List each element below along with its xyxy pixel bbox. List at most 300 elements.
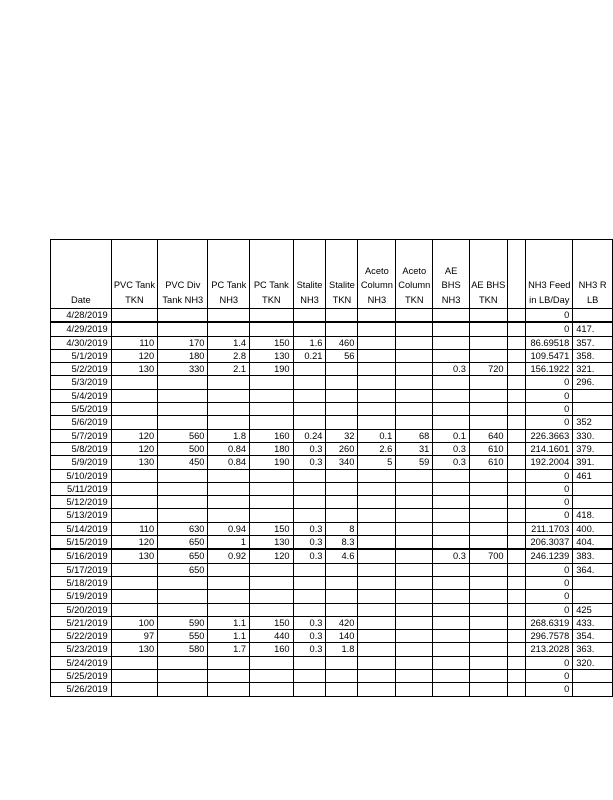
table-cell bbox=[469, 683, 507, 696]
date-cell: 5/1/2019 bbox=[51, 349, 112, 362]
table-cell bbox=[158, 416, 208, 429]
table-cell bbox=[396, 603, 433, 616]
table-cell: 0.1 bbox=[358, 429, 396, 442]
table-cell bbox=[158, 403, 208, 416]
table-cell bbox=[358, 656, 396, 669]
date-cell: 5/8/2019 bbox=[51, 442, 112, 455]
table-cell bbox=[396, 670, 433, 683]
table-cell bbox=[396, 403, 433, 416]
table-cell: 260 bbox=[326, 442, 358, 455]
table-cell bbox=[111, 322, 157, 336]
table-cell bbox=[396, 416, 433, 429]
table-cell bbox=[158, 482, 208, 495]
table-cell bbox=[250, 482, 294, 495]
table-cell bbox=[507, 469, 526, 482]
table-cell bbox=[507, 363, 526, 376]
table-cell bbox=[396, 322, 433, 336]
table-cell: 0.3 bbox=[293, 549, 326, 563]
column-header: Aceto Column NH3 bbox=[358, 240, 396, 309]
table-cell bbox=[208, 603, 250, 616]
table-cell bbox=[293, 590, 326, 603]
table-cell bbox=[250, 376, 294, 389]
table-cell bbox=[469, 349, 507, 362]
table-cell bbox=[111, 603, 157, 616]
table-cell bbox=[208, 416, 250, 429]
table-cell bbox=[250, 603, 294, 616]
table-cell bbox=[158, 389, 208, 402]
table-cell bbox=[507, 309, 526, 323]
table-row bbox=[51, 509, 613, 522]
table-row bbox=[51, 683, 613, 696]
date-cell: 5/11/2019 bbox=[51, 482, 112, 495]
table-cell bbox=[111, 482, 157, 495]
table-cell: 0 bbox=[526, 496, 573, 509]
table-cell bbox=[293, 563, 326, 576]
table-cell bbox=[111, 376, 157, 389]
table-cell bbox=[396, 536, 433, 550]
table-cell bbox=[469, 496, 507, 509]
table-cell bbox=[250, 590, 294, 603]
table-row bbox=[51, 549, 613, 563]
table-cell: 0.3 bbox=[293, 536, 326, 550]
table-cell bbox=[469, 376, 507, 389]
date-cell: 5/26/2019 bbox=[51, 683, 112, 696]
table-cell bbox=[433, 482, 470, 495]
table-cell bbox=[250, 576, 294, 589]
table-cell bbox=[208, 656, 250, 669]
table-cell bbox=[326, 389, 358, 402]
table-cell bbox=[358, 496, 396, 509]
table-cell bbox=[326, 563, 358, 576]
table-cell: 1.6 bbox=[293, 336, 326, 349]
table-cell: 130 bbox=[250, 536, 294, 550]
table-cell bbox=[507, 416, 526, 429]
table-cell bbox=[293, 416, 326, 429]
table-cell bbox=[358, 482, 396, 495]
table-cell: 246.1239 bbox=[526, 549, 573, 563]
table-cell bbox=[111, 590, 157, 603]
table-cell bbox=[507, 683, 526, 696]
table-cell bbox=[111, 469, 157, 482]
table-cell bbox=[158, 656, 208, 669]
table-cell bbox=[326, 482, 358, 495]
column-header: Stalite TKN bbox=[326, 240, 358, 309]
table-cell: 2.6 bbox=[358, 442, 396, 455]
table-cell: 640 bbox=[469, 429, 507, 442]
date-cell: 5/17/2019 bbox=[51, 563, 112, 576]
table-cell bbox=[469, 482, 507, 495]
table-row bbox=[51, 376, 613, 389]
date-cell: 5/9/2019 bbox=[51, 456, 112, 469]
table-cell: 0.3 bbox=[293, 616, 326, 629]
table-cell bbox=[507, 576, 526, 589]
table-cell bbox=[396, 590, 433, 603]
table-cell bbox=[208, 482, 250, 495]
table-cell bbox=[358, 336, 396, 349]
table-cell: 1 bbox=[208, 536, 250, 550]
table-cell bbox=[250, 496, 294, 509]
table-cell bbox=[507, 590, 526, 603]
table-cell bbox=[573, 389, 613, 402]
table-row bbox=[51, 496, 613, 509]
table-cell: 213.2028 bbox=[526, 643, 573, 656]
table-cell: 0 bbox=[526, 670, 573, 683]
table-cell bbox=[469, 656, 507, 669]
table-cell bbox=[469, 576, 507, 589]
table-cell bbox=[250, 563, 294, 576]
column-header bbox=[507, 240, 526, 309]
table-cell bbox=[358, 376, 396, 389]
column-header: Date bbox=[51, 240, 112, 309]
table-cell bbox=[396, 496, 433, 509]
table-cell bbox=[293, 683, 326, 696]
table-cell bbox=[358, 576, 396, 589]
table-cell: 650 bbox=[158, 563, 208, 576]
table-cell: 97 bbox=[111, 630, 157, 643]
table-cell: 440 bbox=[250, 630, 294, 643]
table-cell bbox=[208, 590, 250, 603]
table-cell: 190 bbox=[250, 363, 294, 376]
table-cell bbox=[507, 322, 526, 336]
table-cell: 700 bbox=[469, 549, 507, 563]
date-cell: 5/10/2019 bbox=[51, 469, 112, 482]
table-cell: 418. bbox=[573, 509, 613, 522]
table-cell: 1.1 bbox=[208, 616, 250, 629]
table-cell bbox=[326, 590, 358, 603]
table-cell: 190 bbox=[250, 456, 294, 469]
table-cell bbox=[433, 643, 470, 656]
table-cell bbox=[433, 376, 470, 389]
table-cell: 206.3037 bbox=[526, 536, 573, 550]
table-cell: 214.1601 bbox=[526, 442, 573, 455]
date-cell: 5/21/2019 bbox=[51, 616, 112, 629]
table-cell bbox=[573, 496, 613, 509]
table-cell: 420 bbox=[326, 616, 358, 629]
table-cell bbox=[469, 563, 507, 576]
table-cell bbox=[358, 469, 396, 482]
table-cell bbox=[433, 563, 470, 576]
table-cell: 180 bbox=[250, 442, 294, 455]
table-cell bbox=[208, 469, 250, 482]
table-cell: 1.7 bbox=[208, 643, 250, 656]
table-row bbox=[51, 656, 613, 669]
table-cell: 0 bbox=[526, 403, 573, 416]
table-cell bbox=[507, 630, 526, 643]
table-cell bbox=[326, 363, 358, 376]
table-cell bbox=[507, 603, 526, 616]
table-cell bbox=[358, 590, 396, 603]
table-cell bbox=[111, 389, 157, 402]
table-cell bbox=[111, 496, 157, 509]
table-cell bbox=[326, 576, 358, 589]
table-cell bbox=[358, 322, 396, 336]
table-row bbox=[51, 389, 613, 402]
table-cell bbox=[358, 309, 396, 323]
table-cell bbox=[293, 309, 326, 323]
table-cell bbox=[358, 549, 396, 563]
table-cell: 0.3 bbox=[433, 549, 470, 563]
table-cell bbox=[469, 322, 507, 336]
table-cell: 0 bbox=[526, 389, 573, 402]
table-cell bbox=[208, 389, 250, 402]
table-cell bbox=[573, 683, 613, 696]
table-cell bbox=[433, 590, 470, 603]
table-cell bbox=[433, 603, 470, 616]
table-cell: 130 bbox=[250, 349, 294, 362]
table-cell bbox=[208, 670, 250, 683]
column-header: Stalite NH3 bbox=[293, 240, 326, 309]
table-cell bbox=[111, 563, 157, 576]
table-cell: 160 bbox=[250, 429, 294, 442]
table-cell bbox=[326, 683, 358, 696]
header-row bbox=[51, 240, 613, 309]
table-cell: 130 bbox=[111, 456, 157, 469]
table-cell: 4.6 bbox=[326, 549, 358, 563]
table-cell: 130 bbox=[111, 363, 157, 376]
table-cell: 357. bbox=[573, 336, 613, 349]
table-cell bbox=[469, 336, 507, 349]
date-cell: 5/13/2019 bbox=[51, 509, 112, 522]
table-row bbox=[51, 522, 613, 535]
table-cell: 354. bbox=[573, 630, 613, 643]
table-cell bbox=[326, 656, 358, 669]
table-cell bbox=[158, 576, 208, 589]
table-cell bbox=[433, 309, 470, 323]
table-cell bbox=[507, 429, 526, 442]
table-cell bbox=[573, 482, 613, 495]
table-cell bbox=[358, 536, 396, 550]
table-cell bbox=[507, 349, 526, 362]
table-cell bbox=[469, 616, 507, 629]
table-cell bbox=[250, 416, 294, 429]
table-cell: 0 bbox=[526, 482, 573, 495]
table-cell bbox=[469, 416, 507, 429]
date-cell: 5/12/2019 bbox=[51, 496, 112, 509]
table-cell bbox=[507, 656, 526, 669]
table-cell bbox=[208, 563, 250, 576]
table-cell: 140 bbox=[326, 630, 358, 643]
table-row bbox=[51, 309, 613, 323]
table-cell: 650 bbox=[158, 536, 208, 550]
table-cell bbox=[507, 549, 526, 563]
table-cell bbox=[111, 670, 157, 683]
table-cell bbox=[396, 389, 433, 402]
table-cell bbox=[358, 670, 396, 683]
table-cell bbox=[293, 603, 326, 616]
table-cell bbox=[433, 656, 470, 669]
date-cell: 5/14/2019 bbox=[51, 522, 112, 535]
table-cell bbox=[507, 670, 526, 683]
table-cell: 0 bbox=[526, 590, 573, 603]
table-cell bbox=[433, 522, 470, 535]
column-header: AE BHS TKN bbox=[469, 240, 507, 309]
date-cell: 5/23/2019 bbox=[51, 643, 112, 656]
table-cell: 0.3 bbox=[293, 630, 326, 643]
table-cell bbox=[158, 603, 208, 616]
table-cell: 404. bbox=[573, 536, 613, 550]
table-cell: 391. bbox=[573, 456, 613, 469]
table-cell: 0.3 bbox=[433, 442, 470, 455]
date-cell: 5/24/2019 bbox=[51, 656, 112, 669]
table-cell bbox=[396, 656, 433, 669]
table-cell bbox=[396, 616, 433, 629]
table-cell: 59 bbox=[396, 456, 433, 469]
table-cell bbox=[573, 576, 613, 589]
table-cell bbox=[293, 670, 326, 683]
table-cell bbox=[507, 442, 526, 455]
table-cell: 32 bbox=[326, 429, 358, 442]
table-row bbox=[51, 616, 613, 629]
table-cell: 0 bbox=[526, 509, 573, 522]
table-cell bbox=[326, 603, 358, 616]
table-cell: 192.2004 bbox=[526, 456, 573, 469]
table-cell: 150 bbox=[250, 616, 294, 629]
table-cell: 590 bbox=[158, 616, 208, 629]
column-header: PC Tank TKN bbox=[250, 240, 294, 309]
table-cell bbox=[433, 509, 470, 522]
table-cell: 340 bbox=[326, 456, 358, 469]
date-cell: 5/3/2019 bbox=[51, 376, 112, 389]
table-cell: 0 bbox=[526, 416, 573, 429]
table-cell bbox=[396, 469, 433, 482]
date-cell: 5/18/2019 bbox=[51, 576, 112, 589]
table-cell bbox=[293, 403, 326, 416]
table-cell bbox=[469, 522, 507, 535]
table-cell: 0.84 bbox=[208, 456, 250, 469]
table-cell bbox=[573, 590, 613, 603]
table-row bbox=[51, 416, 613, 429]
table-cell bbox=[358, 603, 396, 616]
table-cell bbox=[158, 509, 208, 522]
table-cell bbox=[396, 509, 433, 522]
table-cell: 180 bbox=[158, 349, 208, 362]
table-cell: 1.4 bbox=[208, 336, 250, 349]
table-cell: 296.7578 bbox=[526, 630, 573, 643]
table-cell bbox=[326, 670, 358, 683]
table-cell bbox=[293, 363, 326, 376]
table-cell bbox=[507, 522, 526, 535]
table-row bbox=[51, 670, 613, 683]
table-cell: 211.1703 bbox=[526, 522, 573, 535]
table-cell: 109.5471 bbox=[526, 349, 573, 362]
table-cell: 2.8 bbox=[208, 349, 250, 362]
table-cell: 150 bbox=[250, 522, 294, 535]
table-cell bbox=[433, 670, 470, 683]
table-cell: 120 bbox=[111, 442, 157, 455]
table-cell bbox=[469, 469, 507, 482]
table-cell bbox=[293, 496, 326, 509]
column-header: AE BHS NH3 bbox=[433, 240, 470, 309]
table-cell bbox=[250, 309, 294, 323]
table-cell bbox=[396, 643, 433, 656]
table-cell bbox=[433, 496, 470, 509]
table-cell bbox=[469, 309, 507, 323]
table-cell bbox=[208, 509, 250, 522]
table-cell: 720 bbox=[469, 363, 507, 376]
table-cell bbox=[111, 576, 157, 589]
column-header: PVC Div Tank NH3 bbox=[158, 240, 208, 309]
table-cell: 461 bbox=[573, 469, 613, 482]
table-cell bbox=[208, 322, 250, 336]
table-cell bbox=[250, 509, 294, 522]
table-cell: 8 bbox=[326, 522, 358, 535]
table-cell: 100 bbox=[111, 616, 157, 629]
table-cell bbox=[396, 336, 433, 349]
table-row bbox=[51, 536, 613, 550]
table-cell: 56 bbox=[326, 349, 358, 362]
table-cell bbox=[111, 509, 157, 522]
table-cell bbox=[507, 643, 526, 656]
table-cell bbox=[507, 456, 526, 469]
data-table bbox=[50, 239, 613, 697]
table-cell bbox=[433, 389, 470, 402]
table-cell bbox=[396, 482, 433, 495]
table-cell bbox=[396, 376, 433, 389]
table-cell bbox=[250, 670, 294, 683]
table-cell: 0 bbox=[526, 563, 573, 576]
table-cell bbox=[250, 469, 294, 482]
table-cell bbox=[158, 683, 208, 696]
table-cell bbox=[358, 683, 396, 696]
table-cell: 580 bbox=[158, 643, 208, 656]
table-row bbox=[51, 336, 613, 349]
table-cell: 170 bbox=[158, 336, 208, 349]
date-cell: 5/6/2019 bbox=[51, 416, 112, 429]
table-cell: 0 bbox=[526, 309, 573, 323]
table-cell bbox=[396, 309, 433, 323]
table-cell: 330. bbox=[573, 429, 613, 442]
table-cell: 330 bbox=[158, 363, 208, 376]
table-cell: 120 bbox=[250, 549, 294, 563]
table-cell: 425 bbox=[573, 603, 613, 616]
table-cell: 0 bbox=[526, 656, 573, 669]
table-row bbox=[51, 603, 613, 616]
table-cell bbox=[507, 403, 526, 416]
table-cell: 1.1 bbox=[208, 630, 250, 643]
table-cell: 1.8 bbox=[326, 643, 358, 656]
table-cell bbox=[293, 656, 326, 669]
table-cell: 120 bbox=[111, 429, 157, 442]
table-cell: 0.3 bbox=[433, 363, 470, 376]
table-cell bbox=[111, 403, 157, 416]
table-cell: 31 bbox=[396, 442, 433, 455]
table-cell bbox=[507, 563, 526, 576]
table-row bbox=[51, 456, 613, 469]
date-cell: 5/22/2019 bbox=[51, 630, 112, 643]
table-cell bbox=[158, 670, 208, 683]
table-cell bbox=[326, 376, 358, 389]
date-cell: 5/25/2019 bbox=[51, 670, 112, 683]
table-cell bbox=[433, 469, 470, 482]
table-cell bbox=[507, 482, 526, 495]
table-cell bbox=[469, 643, 507, 656]
table-cell: 0.84 bbox=[208, 442, 250, 455]
table-cell bbox=[326, 403, 358, 416]
table-cell: 0 bbox=[526, 683, 573, 696]
table-cell: 226.3663 bbox=[526, 429, 573, 442]
table-cell bbox=[507, 536, 526, 550]
table-cell bbox=[507, 509, 526, 522]
table-cell bbox=[396, 349, 433, 362]
table-cell: 0.3 bbox=[293, 442, 326, 455]
table-cell bbox=[358, 509, 396, 522]
table-cell bbox=[469, 670, 507, 683]
table-cell: 364. bbox=[573, 563, 613, 576]
column-header: Aceto Column TKN bbox=[396, 240, 433, 309]
table-cell bbox=[433, 416, 470, 429]
column-header: NH3 R LB bbox=[573, 240, 613, 309]
date-cell: 5/20/2019 bbox=[51, 603, 112, 616]
